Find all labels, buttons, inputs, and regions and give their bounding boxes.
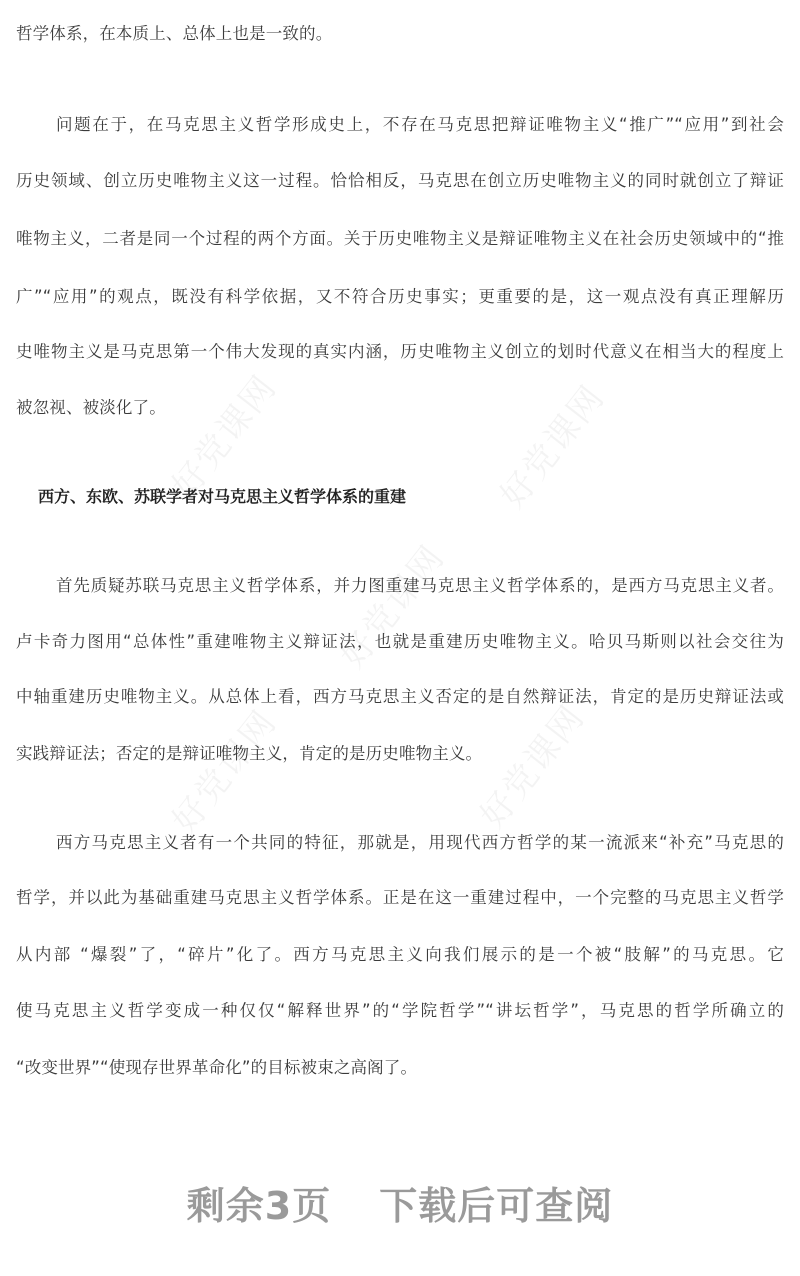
download-prompt[interactable] (0, 1175, 800, 1230)
paragraph-line: 哲学体系，在本质上、总体上也是一致的。 (16, 24, 333, 43)
watermark (326, 533, 453, 677)
paragraph-line: 史唯物主义是马克思第一个伟大发现的真实内涵，历史唯物主义创立的划时代意义在相当大的程度上 (16, 342, 784, 361)
paragraph-line: 使马克思主义哲学变成一种仅仅“解释世界”的“学院哲学”“讲坛哲学”，马克思的哲学所确立的 (16, 1001, 784, 1020)
paragraph-line: 历史领域、创立历史唯物主义这一过程。恰恰相反，马克思在创立历史唯物主义的同时就创立了辩证 (16, 171, 784, 190)
paragraph-line: 从内部 “爆裂”了，“碎片”化了。西方马克思主义向我们展示的是一个被“肢解”的马克思。它 (16, 945, 784, 964)
paragraph-line: 首先质疑苏联马克思主义哲学体系，并力图重建马克思主义哲学体系的，是西方马克思主义者。 (56, 576, 784, 595)
section-heading: 西方、东欧、苏联学者对马克思主义哲学体系的重建 (38, 487, 407, 506)
watermark (486, 373, 613, 517)
paragraph-line: 哲学，并以此为基础重建马克思主义哲学体系。正是在这一重建过程中，一个完整的马克思主义哲学 (16, 888, 784, 907)
paragraph-line: 广”“应用”的观点，既没有科学依据，又不符合历史事实；更重要的是，这一观点没有真正理解历 (16, 287, 784, 306)
paragraph-line: 被忽视、被淡化了。 (16, 398, 166, 417)
remaining-pages-label: 剩余3页 (186, 1184, 332, 1228)
paragraph-line: 问题在于，在马克思主义哲学形成史上，不存在马克思把辩证唯物主义“推广”“应用”到社会 (56, 115, 784, 134)
paragraph-line: 中轴重建历史唯物主义。从总体上看，西方马克思主义否定的是自然辩证法，肯定的是历史辩证法或 (16, 687, 784, 706)
paragraph-line: 唯物主义，二者是同一个过程的两个方面。关于历史唯物主义是辩证唯物主义在社会历史领域中的“推 (16, 229, 784, 248)
paragraph-line: 卢卡奇力图用“总体性”重建唯物主义辩证法，也就是重建历史唯物主义。哈贝马斯则以社会交往为 (16, 632, 784, 651)
watermark (158, 698, 285, 842)
paragraph-line: “改变世界”“使现存世界革命化”的目标被束之高阁了。 (16, 1058, 418, 1077)
paragraph-line: 西方马克思主义者有一个共同的特征，那就是，用现代西方哲学的某一流派来“补充”马克思的 (56, 833, 784, 852)
download-to-view-label: 下载后可查阅 (379, 1184, 614, 1228)
paragraph-line: 实践辩证法；否定的是辩证唯物主义，肯定的是历史唯物主义。 (16, 744, 483, 763)
watermark (158, 363, 285, 507)
